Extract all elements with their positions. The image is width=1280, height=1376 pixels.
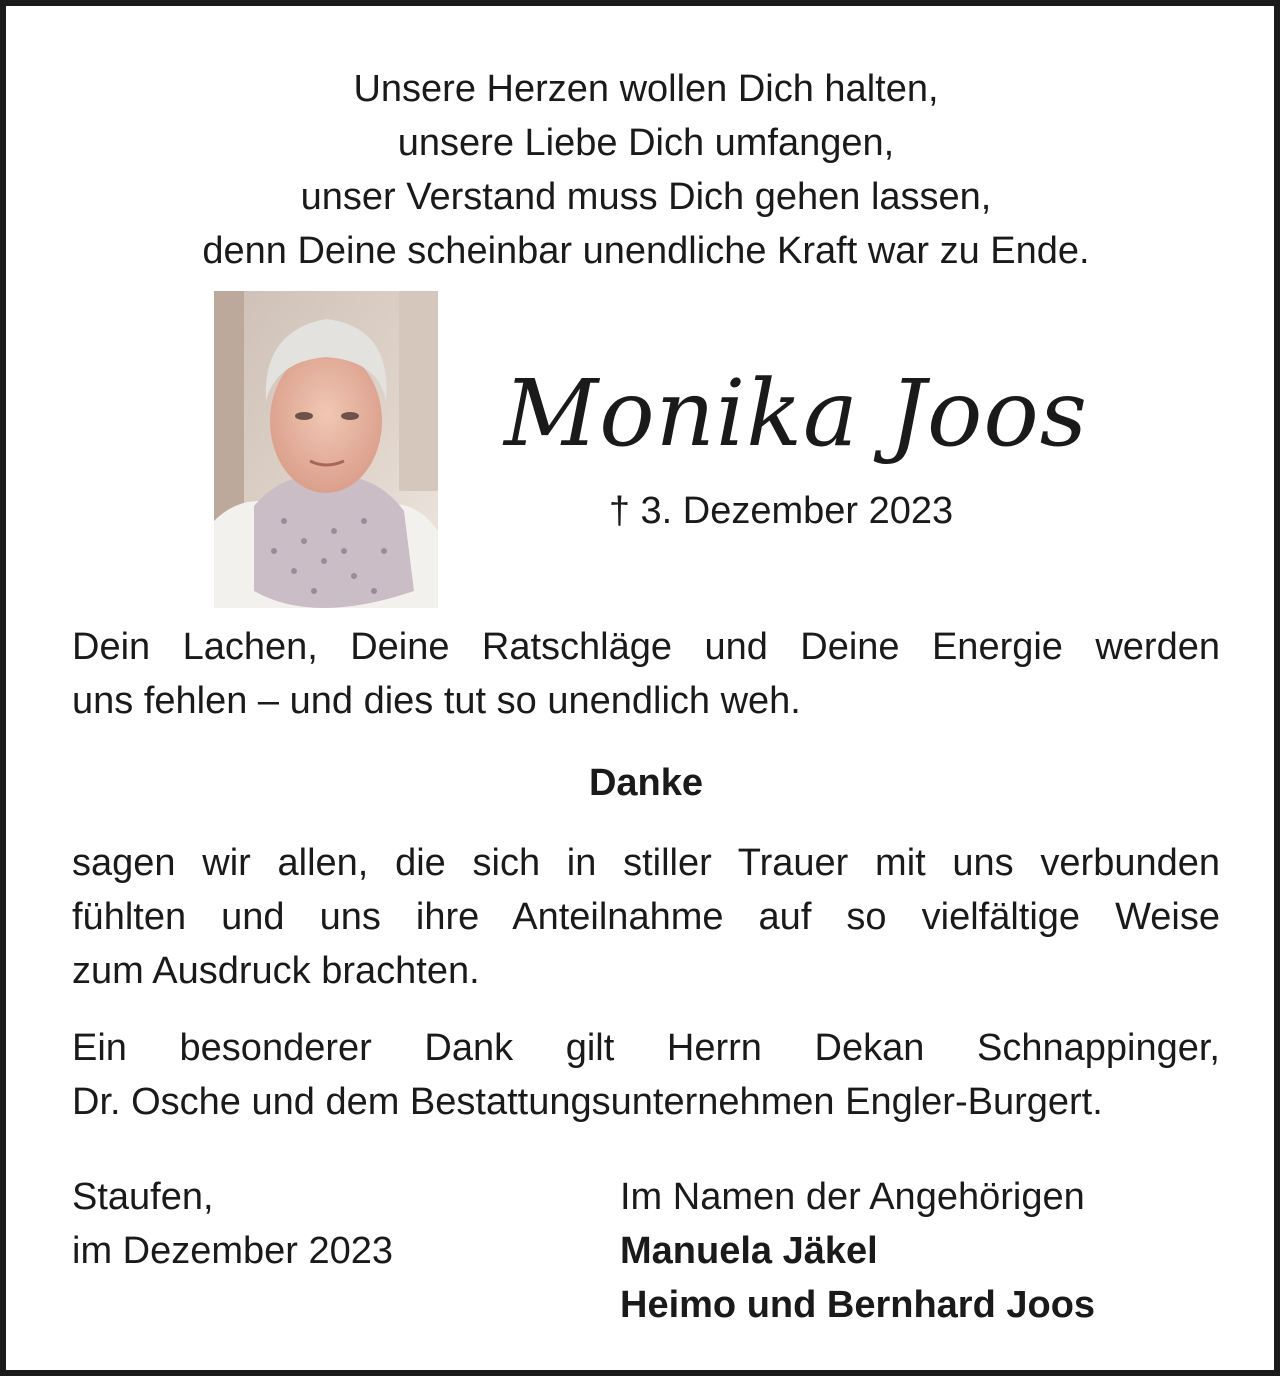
date-line: im Dezember 2023 (72, 1230, 394, 1272)
portrait-illustration (214, 291, 438, 608)
special-thanks-paragraph (72, 1021, 1220, 1129)
poem (6, 62, 1280, 278)
thanks-line: zum Ausdruck brachten. (72, 950, 480, 992)
thanks-heading: Danke (588, 762, 704, 804)
portrait-photo (214, 291, 438, 608)
place-date (72, 1170, 393, 1278)
special-thanks-line: Dr. Osche und dem Bestattungsunternehmen Engler-Burgert. (72, 1081, 1103, 1123)
deceased-name: Monika Joos (504, 360, 1088, 467)
place-line: Staufen, (72, 1176, 214, 1218)
poem-line: unsere Liebe Dich umfangen, (397, 122, 895, 164)
poem-line: unser Verstand muss Dich gehen lassen, (300, 176, 992, 218)
tribute-line: Dein Lachen, Deine Ratschläge und Deine Energie werden (72, 626, 1220, 668)
thanks-line: sagen wir allen, die sich in stiller Trauer mit uns verbunden (72, 842, 1220, 884)
special-thanks-line: Ein besonderer Dank gilt Herrn Dekan Schnappinger, (72, 1027, 1220, 1069)
signature-name: Heimo und Bernhard Joos (620, 1284, 1096, 1326)
signature-name: Manuela Jäkel (620, 1230, 878, 1272)
poem-line: Unsere Herzen wollen Dich halten, (353, 68, 939, 110)
death-date: † 3. Dezember 2023 (608, 490, 954, 532)
thanks-paragraph (72, 836, 1220, 998)
tribute-paragraph (72, 620, 1220, 728)
signature-intro: Im Namen der Angehörigen (620, 1176, 1085, 1218)
poem-line: denn Deine scheinbar unendliche Kraft war zu Ende. (202, 230, 1090, 272)
thanks-line: fühlten und uns ihre Anteilnahme auf so vielfältige Weise (72, 896, 1220, 938)
tribute-line: uns fehlen – und dies tut so unendlich weh. (72, 680, 801, 722)
signature-block (620, 1170, 1095, 1332)
